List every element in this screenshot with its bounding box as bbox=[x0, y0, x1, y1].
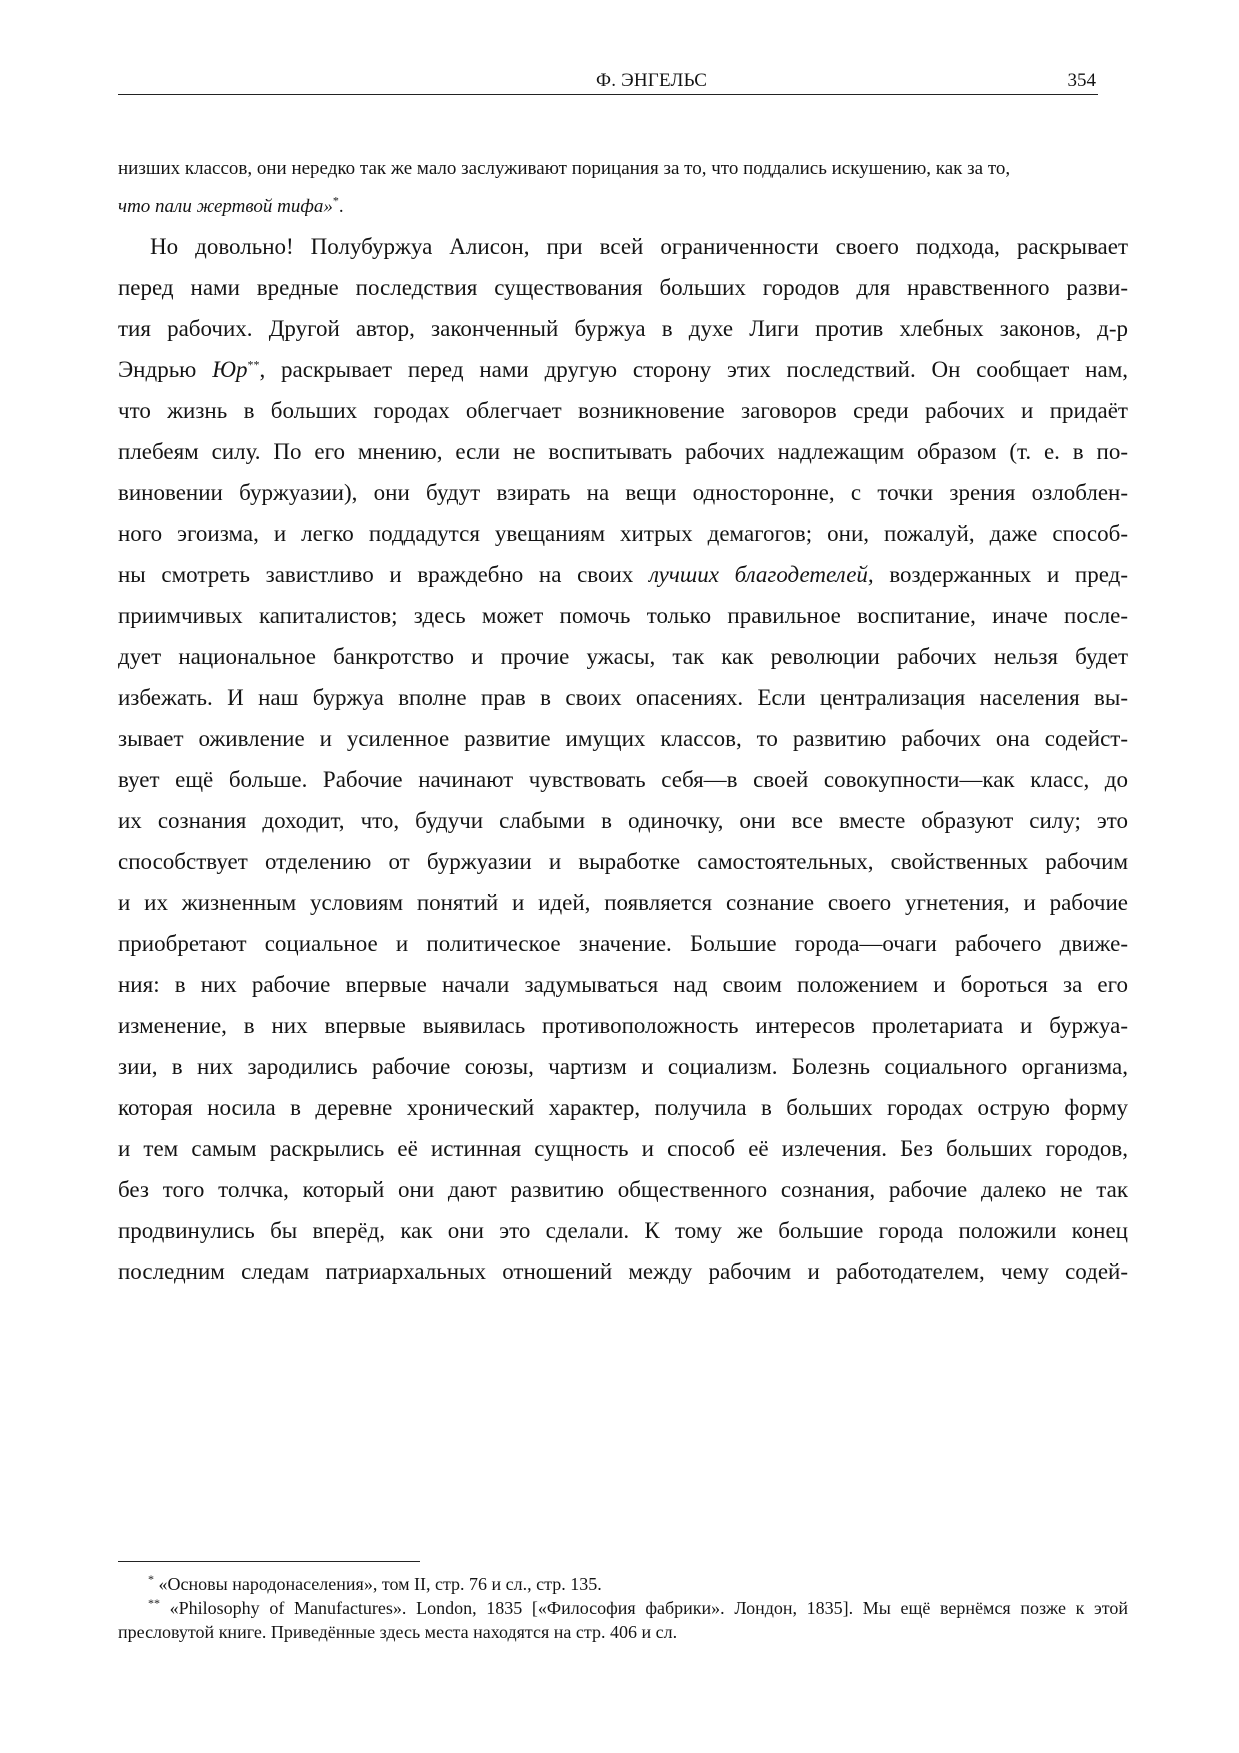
text-line: без того толчка, который они дают развитию общественного сознания, рабочие далеко не так bbox=[118, 1177, 1128, 1202]
footnote-ref-1: * bbox=[332, 193, 339, 208]
quote-ending bbox=[118, 188, 1128, 226]
text-line: перед нами вредные последствия существования больших городов для нравственного разви- bbox=[118, 275, 1128, 300]
quote-line: низших классов, они нередко так же мало заслуживают порицания за то, что поддались искушению, как за то, bbox=[118, 158, 1011, 179]
footnote-divider bbox=[118, 1561, 420, 1562]
text-line: и тем самым раскрылись её истинная сущность и способ её излечения. Без больших городов, bbox=[118, 1136, 1128, 1161]
text-line: ния: в них рабочие впервые начали задумываться над своим положением и бороться за его bbox=[118, 972, 1128, 997]
text-segment: ны смотреть завистливо и враждебно на своих bbox=[118, 562, 649, 587]
text-line: их сознания доходит, что, будучи слабыми в одиночку, они все вместе образуют силу; это bbox=[118, 808, 1128, 833]
text-line: ного эгоизма, и легко поддадутся увещаниям хитрых демагогов; они, пожалуй, даже способ- bbox=[118, 521, 1128, 546]
text-segment: , раскрывает перед нами другую сторону этих последствий. Он сообщает нам, bbox=[259, 357, 1129, 382]
footnote-ref-2: ** bbox=[247, 357, 260, 372]
text-line: которая носила в деревне хронический характер, получила в больших городах острую форму bbox=[118, 1095, 1128, 1120]
text-line: вует ещё больше. Рабочие начинают чувствовать себя—в своей совокупности—как класс, до bbox=[118, 767, 1128, 792]
text-line: избежать. И наш буржуа вполне прав в своих опасениях. Если централизация населения вы- bbox=[118, 685, 1128, 710]
footnotes bbox=[118, 1572, 1128, 1644]
text-line: приобретают социальное и политическое значение. Большие города—очаги рабочего движе- bbox=[118, 931, 1128, 956]
text-line: зии, в них зародились рабочие союзы, чартизм и социализм. Болезнь социального организма, bbox=[118, 1054, 1128, 1079]
text-line: Но довольно! Полубуржуа Алисон, при всей ограниченности своего подхода, раскрывает bbox=[150, 234, 1128, 259]
text-line: дует национальное банкротство и прочие ужасы, так как революции рабочих нельзя будет bbox=[118, 644, 1128, 669]
text-line: зывает оживление и усиленное развитие имущих классов, то развитию рабочих она содейст- bbox=[118, 726, 1128, 751]
text-line: продвинулись бы вперёд, как они это сделали. К тому же большие города положили конец bbox=[118, 1218, 1128, 1243]
text-line: и их жизненным условиям понятий и идей, появляется сознание своего угнетения, и рабочие bbox=[118, 890, 1128, 915]
footnote-1-text: «Основы народонаселения», том II, стр. 76 и сл., стр. 135. bbox=[154, 1574, 602, 1594]
text-line: что жизнь в больших городах облегчает возникновение заговоров среди рабочих и придаёт bbox=[118, 398, 1128, 423]
quote-period: . bbox=[338, 196, 344, 217]
italic-benefactors: лучших благодетелей, bbox=[648, 562, 874, 587]
footnote-1-marker: * bbox=[148, 1572, 154, 1586]
text-line: способствует отделению от буржуазии и выработке самостоятельных, свойственных рабочим bbox=[118, 849, 1128, 874]
text-segment: воздержанных и пред- bbox=[873, 562, 1128, 587]
page-number: 354 bbox=[1067, 70, 1096, 91]
text-line-benefactors bbox=[118, 554, 1128, 595]
main-paragraph bbox=[118, 226, 1128, 1292]
footnote-2-marker: ** bbox=[148, 1596, 160, 1610]
quote-continuation bbox=[118, 150, 1128, 226]
text-line: виновении буржуазии), они будут взирать на вещи односторонне, с точки зрения озлоблен- bbox=[118, 480, 1128, 505]
name-ure: Юр bbox=[212, 357, 248, 382]
text-line: последним следам патриархальных отношений между рабочим и работодателем, чему содей- bbox=[118, 1259, 1128, 1284]
footnote-2-text: «Philosophy of Manufactures». London, 1835 [«Философия фабрики». Лондон, 1835]. Мы ещё вернёмся позже к этой пресловутой книге. Приведённые здесь места находятся на стр. 406 и сл. bbox=[118, 1598, 1128, 1642]
header-author: Ф. ЭНГЕЛЬС bbox=[596, 70, 708, 91]
text-line: изменение, в них впервые выявилась противоположность интересов пролетариата и буржуа- bbox=[118, 1013, 1128, 1038]
text-line: плебеям силу. По его мнению, если не воспитывать рабочих надлежащим образом (т. е. в по- bbox=[118, 439, 1128, 464]
text-line: тия рабочих. Другой автор, законченный буржуа в духе Лиги против хлебных законов, д-р bbox=[118, 316, 1128, 341]
text-line-ure bbox=[118, 349, 1128, 390]
text-segment: Эндрью bbox=[118, 357, 213, 382]
text-line: приимчивых капиталистов; здесь может помочь только правильное воспитание, иначе после- bbox=[118, 603, 1128, 628]
running-header bbox=[118, 68, 1098, 95]
footnote-2 bbox=[118, 1596, 1128, 1644]
footnote-1 bbox=[118, 1572, 1128, 1596]
quote-italic: что пали жертвой тифа» bbox=[118, 196, 333, 217]
